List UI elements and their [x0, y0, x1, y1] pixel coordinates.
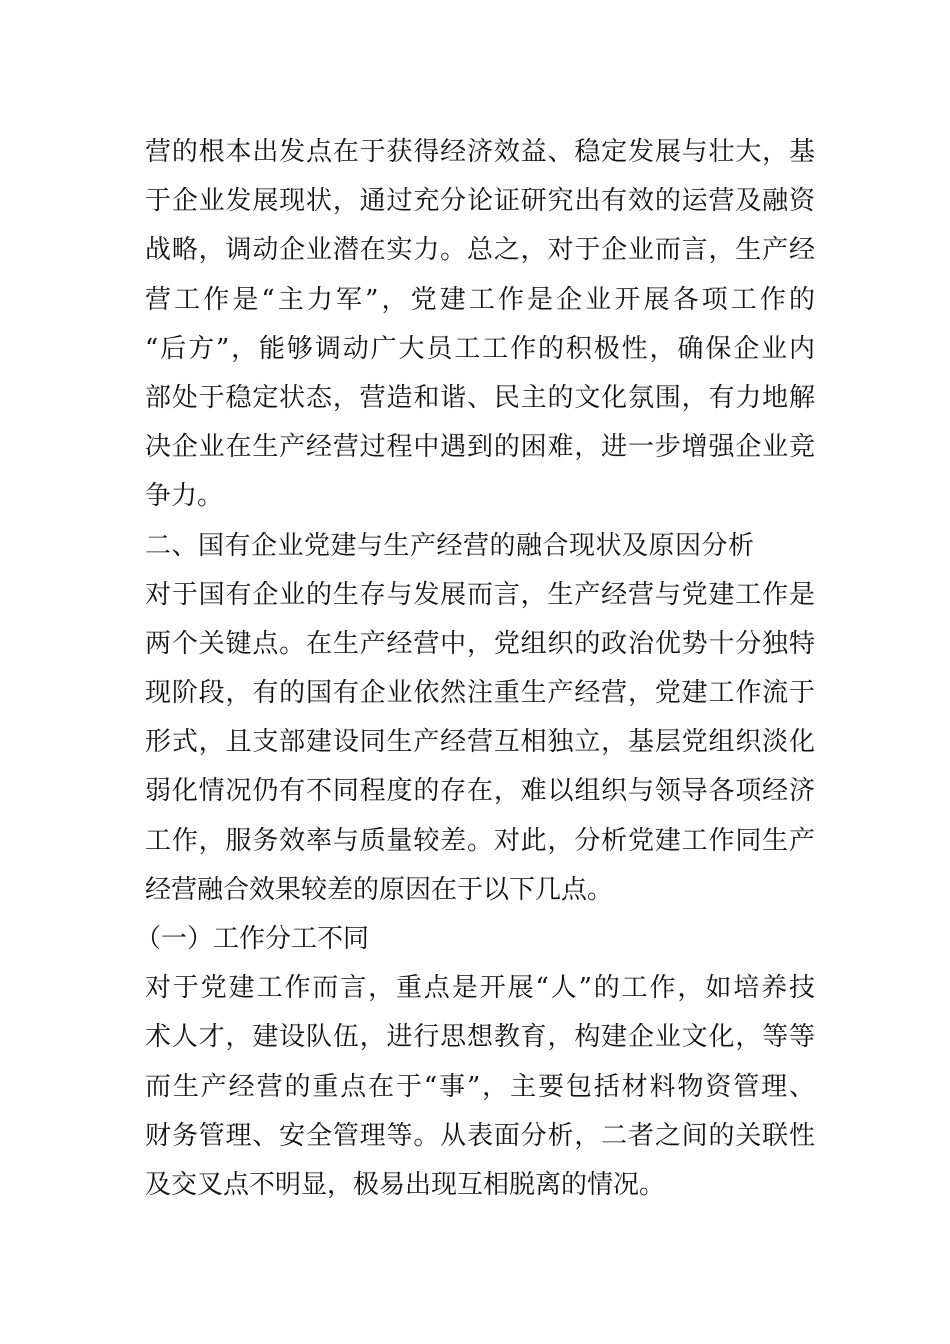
paragraph-line: 现阶段，有的国有企业依然注重生产经营，党建工作流于	[145, 678, 815, 709]
paragraph-line: 两个关键点。在生产经营中，党组织的政治优势十分独特	[145, 628, 815, 659]
paragraph-line: 术人才，建设队伍，进行思想教育，构建企业文化，等等	[145, 1022, 815, 1053]
paragraph-line: 对于党建工作而言，重点是开展“人”的工作，如培养技	[145, 973, 815, 1004]
paragraph-line: 部处于稳定状态，营造和谐、民主的文化氛围，有力地解	[145, 382, 815, 413]
paragraph-line: 及交叉点不明显，极易出现互相脱离的情况。	[145, 1169, 666, 1200]
document-body	[135, 128, 815, 1210]
paragraph-line: 营工作是“主力军”，党建工作是企业开展各项工作的	[145, 284, 815, 315]
paragraph-line: 而生产经营的重点在于“事”，主要包括材料物资管理、	[145, 1071, 815, 1102]
paragraph-line: 工作，服务效率与质量较差。对此，分析党建工作同生产	[145, 825, 815, 856]
paragraph-line: 争力。	[145, 481, 224, 512]
paragraph-line: 营的根本出发点在于获得经济效益、稳定发展与壮大，基	[145, 137, 815, 167]
paragraph-line: 财务管理、安全管理等。从表面分析，二者之间的关联性	[145, 1120, 815, 1151]
paragraph-line: 形式，且支部建设同生产经营互相独立，基层党组织淡化	[145, 727, 815, 758]
paragraph-line: 弱化情况仍有不同程度的存在，难以组织与领导各项经济	[145, 776, 815, 807]
section-heading: 二、国有企业党建与生产经营的融合现状及原因分析	[145, 530, 755, 561]
paragraph-line: 经营融合效果较差的原因在于以下几点。	[145, 874, 614, 905]
paragraph-line: 决企业在生产经营过程中遇到的困难，进一步增强企业竞	[145, 432, 815, 463]
subsection-heading: （一）工作分工不同	[135, 924, 370, 954]
paragraph-line: 战略，调动企业潜在实力。总之，对于企业而言，生产经	[145, 235, 815, 266]
paragraph-line: “后方”，能够调动广大员工工作的积极性，确保企业内	[145, 333, 815, 364]
paragraph-line: 对于国有企业的生存与发展而言，生产经营与党建工作是	[145, 579, 815, 610]
paragraph-line: 于企业发展现状，通过充分论证研究出有效的运营及融资	[145, 186, 815, 217]
